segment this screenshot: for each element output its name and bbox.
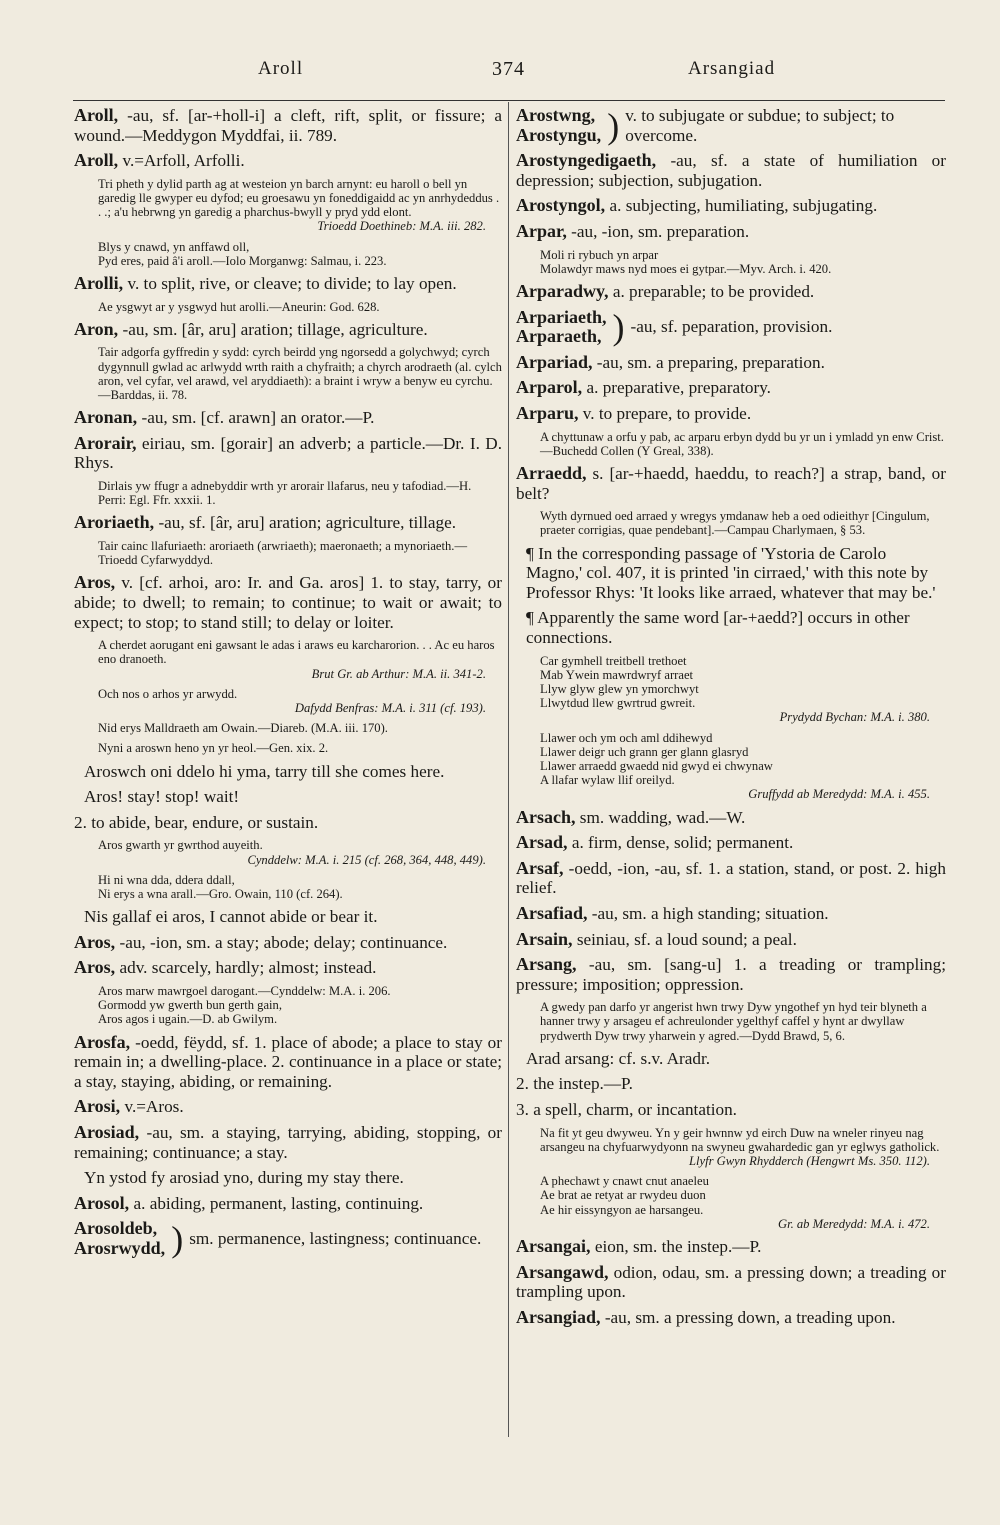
quotation-source: Cynddelw: M.A. i. 215 (cf. 268, 364, 448, 449). xyxy=(247,852,486,867)
page-number: 374 xyxy=(492,58,525,80)
definition: -au, sm. a pressing down, a treading upon. xyxy=(600,1307,896,1327)
headword: Arsangiad, xyxy=(516,1306,601,1327)
headword: Arostyngol, xyxy=(516,195,606,216)
definition: -oedd, -ion, -au, sf. 1. a station, stand, or post. 2. high relief. xyxy=(516,858,946,898)
dictionary-entry xyxy=(516,930,946,950)
headword: Arosol, xyxy=(74,1192,130,1213)
brace-glyph: ) xyxy=(607,105,620,146)
definition: -au, sf. [âr, aru] aration; agriculture, tillage. xyxy=(154,513,457,533)
headword: Arsafiad, xyxy=(516,902,588,923)
headword: Arosoldeb, xyxy=(74,1218,158,1239)
definition: a. preparative, preparatory. xyxy=(582,378,771,398)
dictionary-entry xyxy=(74,958,502,978)
headword: Arosfa, xyxy=(74,1031,131,1052)
dictionary-entry xyxy=(516,282,946,302)
quotation-line: A chyttunaw a orfu y pab, ac arparu erbyn dydd bu yr un i ymladd yn enw Crist.—Buchedd Collen (Y Greal, 338). xyxy=(540,429,944,458)
dictionary-entry xyxy=(516,378,946,398)
dictionary-entry xyxy=(516,1308,946,1328)
quotation xyxy=(516,430,946,458)
dictionary-entry xyxy=(74,274,502,294)
definition: v.=Aros. xyxy=(120,1097,184,1117)
dictionary-entry xyxy=(516,404,946,424)
dictionary-entry xyxy=(74,1123,502,1162)
headword: Arosiad, xyxy=(74,1121,140,1142)
quotation-line: Llawer deigr uch grann ger glann glasryd xyxy=(540,744,749,759)
quotation-line: Ae brat ae retyat ar rwydeu duon xyxy=(540,1188,706,1203)
quotation xyxy=(74,741,502,755)
headword: Arsain, xyxy=(516,928,573,949)
quotation-line: Llyw glyw glew yn ymorchwyt xyxy=(540,681,699,696)
usage-note: Nis gallaf ei aros, I cannot abide or bear it. xyxy=(84,907,378,927)
dictionary-entry xyxy=(74,513,502,533)
header-rule xyxy=(73,100,945,101)
dictionary-entry xyxy=(74,151,502,171)
headword: Arpariad, xyxy=(516,351,593,372)
quotation-line: Gormodd yw gwerth bun gerth gain, xyxy=(98,998,282,1013)
quotation xyxy=(516,1126,946,1169)
quotation-line: Aros marw mawrgoel darogant.—Cynddelw: M.A. i. 206. xyxy=(98,983,391,998)
quotation xyxy=(74,345,502,402)
quotation-line: A llafar wylaw llif oreilyd. xyxy=(540,773,675,788)
quotation-source: Gruffydd ab Meredydd: M.A. i. 455. xyxy=(748,787,930,802)
definition: -au, sm. [cf. arawn] an orator.—P. xyxy=(137,408,375,428)
quotation-line: Wyth dyrnued oed arraed y wregys ymdanaw heb a oed odieithyr [Cingulum, praeter corrigias, quae pendebant].—Campau Charlymaen, § 53. xyxy=(540,509,930,538)
headword-group xyxy=(74,1219,165,1258)
quotation xyxy=(516,1174,946,1231)
headword: Arparadwy, xyxy=(516,280,609,301)
quotation-line: Llawer arraedd gwaedd nid gwyd ei chwynaw xyxy=(540,758,773,773)
headword: Aros, xyxy=(74,572,116,593)
dictionary-entry xyxy=(74,813,502,833)
definition: -au, sm. [sang-u] 1. a treading or trampling; pressure; imposition; oppression. xyxy=(516,955,946,994)
quotation-line: Llawer och ym och aml ddihewyd xyxy=(540,730,713,745)
quotation-line: Dirlais yw ffugr a adnebyddir wrth yr arorair llafarus, neu y tafodiad.—H. Perri: Egl. Ffr. xxxii. 1. xyxy=(98,478,472,508)
quotation-line: Aros agos i ugain.—D. ab Gwilym. xyxy=(98,1012,278,1027)
quotation-line: Pyd eres, paid â'i aroll.—Iolo Morganwg: Salmau, i. 223. xyxy=(98,253,387,268)
quotation-line: Llwytdud llew gwrtrud gwreit. xyxy=(540,696,696,711)
quotation-line: A cherdet aorugant eni gawsant le adas i araws eu karcharorion. . . Ac eu haros eno dranoeth. xyxy=(98,638,495,667)
definition: -au, sm. a preparing, preparation. xyxy=(592,352,825,372)
dictionary-entry xyxy=(516,353,946,373)
quotation-line: Mab Ywein mawrdwryf arraet xyxy=(540,667,694,682)
quotation-line: Tair adgorfa gyffredin y sydd: cyrch beirdd yng ngorsedd a golychwyd; cyrch dygynnull gwlad ac arlwydd wrth raith a chyfraith; a chyrch arodraeth (al. cylch aron, vel cyfar, vel arawd, vel aryddiaeth): a braint i wryw a benyw eu cyrchu.—Barddas, ii. 78. xyxy=(98,345,502,402)
quotation-line: Hi ni wna dda, ddera ddall, xyxy=(98,872,235,887)
quotation xyxy=(516,509,946,537)
definition: 2. the instep.—P. xyxy=(516,1074,633,1094)
definition: 3. a spell, charm, or incantation. xyxy=(516,1100,737,1120)
dictionary-entry xyxy=(74,320,502,340)
definition: seiniau, sf. a loud sound; a peal. xyxy=(572,929,797,949)
definition: 2. to abide, bear, endure, or sustain. xyxy=(74,812,319,832)
dictionary-entry xyxy=(74,1033,502,1092)
headword: Arpar, xyxy=(516,220,567,241)
definition: sm. wadding, wad.—W. xyxy=(575,807,746,827)
definition: -au, sm. [âr, aru] aration; tillage, agriculture. xyxy=(118,319,428,339)
definition: a. abiding, permanent, lasting, continuing. xyxy=(129,1193,424,1213)
headword: Arsaf, xyxy=(516,857,564,878)
definition: sm. permanence, lastingness; continuance. xyxy=(189,1229,482,1249)
quotation-source: Gr. ab Meredydd: M.A. i. 472. xyxy=(777,1216,930,1231)
quotation xyxy=(516,731,946,802)
grouped-entry xyxy=(74,1219,502,1258)
quotation-source: Dafydd Benfras: M.A. i. 311 (cf. 193). xyxy=(294,700,486,715)
quotation xyxy=(74,177,502,234)
headword: Arorair, xyxy=(74,432,137,453)
usage-note: Arad arsang: cf. s.v. Aradr. xyxy=(526,1048,711,1068)
definition: v. to split, rive, or cleave; to divide; to lay open. xyxy=(123,274,457,293)
dictionary-entry xyxy=(516,1074,946,1094)
quotation xyxy=(516,654,946,725)
quotation xyxy=(74,240,502,268)
quotation-line: Tri pheth y dylid parth ag at westeion yn barch arnynt: eu haroll o bell yn garedig lle gwyper eu dyfod; eu groesawu yn foneddigaidd ac yn anrhydeddus . . .; a'u hebrwng yn garedig a pharchus-bwyll y pryd ydd elont. xyxy=(98,176,500,220)
dictionary-entry xyxy=(74,1194,502,1214)
headword: Aron, xyxy=(74,318,119,339)
headword: Aroriaeth, xyxy=(74,512,155,533)
headword: Arparaeth, xyxy=(516,326,602,347)
definition: -au, sf. a state of humiliation or depression; subjection, subjugation. xyxy=(516,151,946,190)
quotation-line: A phechawt y cnawt cnut anaeleu xyxy=(540,1174,709,1189)
definition: a. firm, dense, solid; permanent. xyxy=(567,833,794,853)
headword: Aronan, xyxy=(74,407,138,428)
grouped-entry xyxy=(516,106,946,145)
quotation-source: Prydydd Bychan: M.A. i. 380. xyxy=(779,710,930,725)
column-divider xyxy=(508,102,509,1437)
dictionary-entry xyxy=(516,955,946,994)
quotation-line: Nyni a aroswn heno yn yr heol.—Gen. xix. 2. xyxy=(98,741,329,756)
dictionary-entry xyxy=(516,1237,946,1257)
headword: Aroll, xyxy=(74,105,119,125)
quotation-line: Tair cainc llafuriaeth: aroriaeth (arwriaeth); maeronaeth; a mynoriaeth.—Trioedd Cyfarwyddyd. xyxy=(98,538,468,568)
dictionary-entry xyxy=(74,573,502,632)
headword: Arsad, xyxy=(516,832,568,853)
usage-note: Yn ystod fy arosiad yno, during my stay there. xyxy=(84,1168,404,1188)
headword: Arosrwydd, xyxy=(74,1237,166,1258)
running-head-left: Aroll xyxy=(258,58,304,79)
headword: Arostwng, xyxy=(516,105,596,125)
dictionary-entry xyxy=(516,833,946,853)
definition: v. to subjugate or subdue; to subject; to overcome. xyxy=(625,106,895,145)
quotation-line: Ni erys a wna arall.—Gro. Owain, 110 (cf. 264). xyxy=(98,886,343,901)
definition: -au, -ion, sm. a stay; abode; delay; continuance. xyxy=(115,932,448,952)
dictionary-entry xyxy=(516,859,946,898)
definition: v. [cf. arhoi, aro: Ir. and Ga. aros] 1. to stay, tarry, or abide; to dwell; to remain; to continue; to wait or await; to expect; to stop; to stand still; to delay or loiter. xyxy=(74,573,502,632)
usage-note: Aros! stay! stop! wait! xyxy=(84,787,240,807)
headword-group xyxy=(516,106,601,145)
quotation-line: Och nos o arhos yr arwydd. xyxy=(98,686,238,701)
headword-group xyxy=(516,308,606,347)
quotation-source: Brut Gr. ab Arthur: M.A. ii. 341-2. xyxy=(311,666,486,681)
headword: Arsach, xyxy=(516,806,576,827)
usage-note: ¶ Apparently the same word [ar-+aedd?] occurs in other connections. xyxy=(526,608,910,647)
definition: -au, -ion, sm. preparation. xyxy=(566,221,750,241)
headword: Arsang, xyxy=(516,954,577,975)
definition: eion, sm. the instep.—P. xyxy=(590,1237,762,1257)
usage-note: ¶ In the corresponding passage of 'Ystoria de Carolo Magno,' col. 407, it is printed 'in cirraed,' with this note by Professor Rhys: 'It looks like arraed, whatever that may be.' xyxy=(526,543,936,602)
left-column xyxy=(74,106,502,1265)
definition: v.=Arfoll, Arfolli. xyxy=(118,151,245,171)
dictionary-entry xyxy=(516,904,946,924)
headword: Arparu, xyxy=(516,402,579,423)
quotation-line: Aros gwarth yr gwrthod auyeith. xyxy=(98,838,263,853)
dictionary-entry xyxy=(516,222,946,242)
quotation-source: Llyfr Gwyn Rhydderch (Hengwrt Ms. 350. 112). xyxy=(689,1154,930,1169)
quotation-line: Na fit yt geu dwyweu. Yn y geir hwnnw yd eirch Duw na wneler rinyeu nag arsangeu na chyfuarwydyonn na swyneu gwahardedic gan yr eglwys gatholick. xyxy=(540,1125,940,1154)
definition: -oedd, fëydd, sf. 1. place of abode; a place to stay or remain in; a dwelling-place. 2. continuance in a place or state; a stay, staying, abiding, or remaining. xyxy=(74,1032,502,1091)
dictionary-entry xyxy=(516,808,946,828)
definition: odion, odau, sm. a pressing down; a treading or trampling upon. xyxy=(516,1262,946,1302)
definition: s. [ar-+haedd, haeddu, to reach?] a strap, band, or belt? xyxy=(516,463,946,503)
right-column xyxy=(516,106,946,1333)
quotation-line: Car gymhell treitbell trethoet xyxy=(540,653,687,668)
quotation xyxy=(516,1000,946,1043)
definition: adv. scarcely, hardly; almost; instead. xyxy=(115,958,377,978)
dictionary-entry xyxy=(516,151,946,190)
dictionary-entry xyxy=(74,933,502,953)
headword: Arsangai, xyxy=(516,1236,591,1257)
headword: Arraedd, xyxy=(516,462,587,483)
headword: Arparol, xyxy=(516,377,583,398)
definition: -au, sf. peparation, provision. xyxy=(630,317,833,337)
quotation xyxy=(74,984,502,1027)
quotation-line: A gwedy pan darfo yr angerist hwn trwy Dyw yngothef yn hyd teir blyneth a hanner trwy y arsageu ef achreulonder ygelthyf caffel y hynt ar dwyllaw prydwerth Dyw trwy yharwein y agred.—Dydd Brawd, 5, 6. xyxy=(540,1000,927,1043)
definition: a. subjecting, humiliating, subjugating. xyxy=(605,196,878,216)
quotation-line: Molawdyr maws nyd moes ei gytpar.—Myv. Arch. i. 420. xyxy=(540,261,832,276)
quotation-source: Trioedd Doethineb: M.A. iii. 282. xyxy=(317,219,486,234)
dictionary-entry xyxy=(74,434,502,473)
headword: Arpariaeth, xyxy=(516,306,607,327)
headword: Arolli, xyxy=(74,273,124,293)
definition: -au, sf. [ar-+holl-i] a cleft, rift, split, or fissure; a wound.—Meddygon Myddfai, ii. 789. xyxy=(74,106,502,145)
quotation xyxy=(74,721,502,735)
quotation xyxy=(74,300,502,314)
definition: v. to prepare, to provide. xyxy=(578,403,752,423)
definition: -au, sm. a high standing; situation. xyxy=(587,903,829,923)
headword: Arostyngu, xyxy=(516,124,602,145)
dictionary-entry xyxy=(74,1097,502,1117)
quotation xyxy=(74,638,502,681)
quotation-line: Ae hir eissyngyon ae harsangeu. xyxy=(540,1202,704,1217)
definition: a. preparable; to be provided. xyxy=(608,281,815,301)
quotation-line: Ae ysgwyt ar y ysgwyd hut arolli.—Aneurin: God. 628. xyxy=(98,299,380,314)
quotation xyxy=(74,539,502,567)
usage-note: Aroswch oni ddelo hi yma, tarry till she comes here. xyxy=(84,761,445,781)
dictionary-entry xyxy=(516,196,946,216)
headword: Aros, xyxy=(74,931,116,952)
quotation xyxy=(74,838,502,866)
quotation xyxy=(74,687,502,715)
brace-glyph: ) xyxy=(171,1218,184,1259)
headword: Arostyngedigaeth, xyxy=(516,150,657,171)
headword: Arsangawd, xyxy=(516,1261,609,1282)
headword: Arosi, xyxy=(74,1096,121,1117)
headword: Aroll, xyxy=(74,150,119,171)
definition: eiriau, sm. [gorair] an adverb; a particle.—Dr. I. D. Rhys. xyxy=(74,433,502,473)
dictionary-entry xyxy=(74,408,502,428)
quotation-line: Moli ri rybuch yn arpar xyxy=(540,247,659,262)
grouped-entry xyxy=(516,308,946,347)
dictionary-entry xyxy=(516,1100,946,1120)
quotation xyxy=(74,479,502,507)
quotation-line: Nid erys Malldraeth am Owain.—Diareb. (M.A. iii. 170). xyxy=(98,721,388,736)
dictionary-entry xyxy=(516,1263,946,1302)
dictionary-entry xyxy=(516,464,946,503)
dictionary-entry xyxy=(74,106,502,145)
quotation xyxy=(516,248,946,276)
running-head-right: Arsangiad xyxy=(688,58,776,79)
definition: -au, sm. a staying, tarrying, abiding, stopping, or remaining; continuance; a stay. xyxy=(74,1122,502,1162)
headword: Aros, xyxy=(74,957,116,978)
brace-glyph: ) xyxy=(612,307,625,348)
quotation xyxy=(74,873,502,901)
quotation-line: Blys y cnawd, yn anffawd oll, xyxy=(98,239,250,254)
